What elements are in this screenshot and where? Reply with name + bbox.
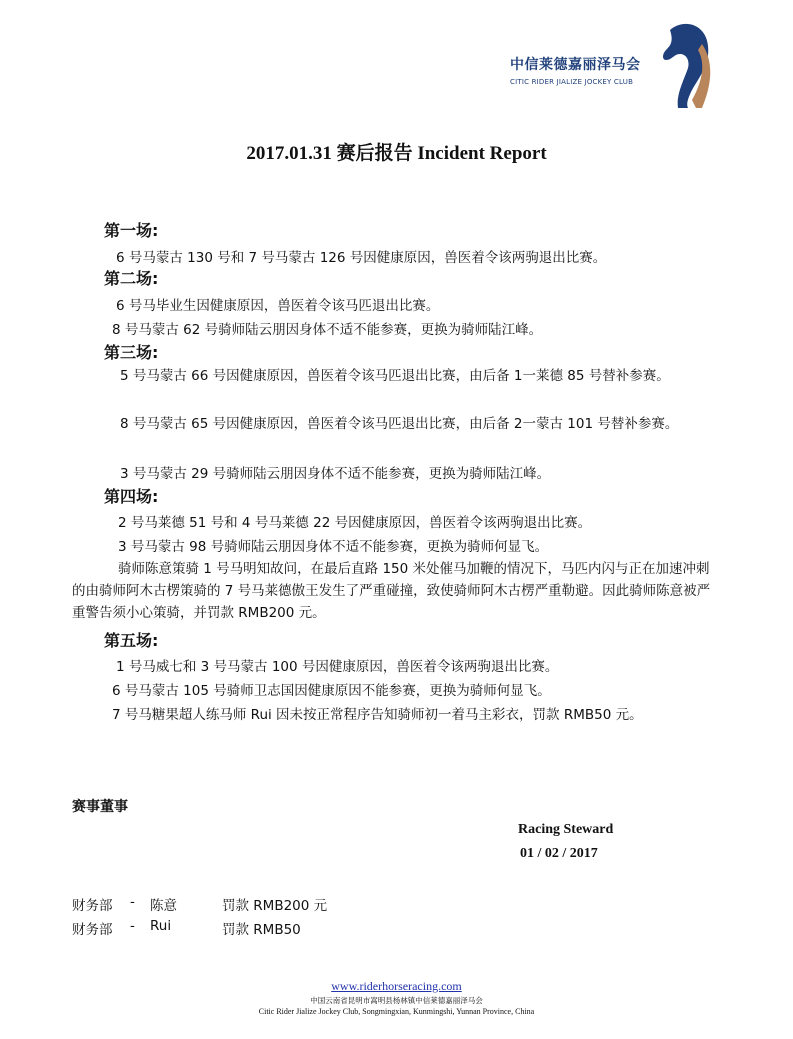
race-3-heading: 第三场: bbox=[104, 343, 159, 362]
race-5-line-1: 1 号马威七和 3 号马蒙古 100 号因健康原因，兽医着令该两驹退出比赛。 bbox=[116, 659, 559, 675]
fine-dash: - bbox=[130, 894, 135, 910]
fine-person: 陈意 bbox=[150, 898, 177, 914]
fine-person: Rui bbox=[150, 918, 172, 934]
logo-name-cn: 中信莱德嘉丽泽马会 bbox=[510, 57, 641, 73]
fine-dept: 财务部 bbox=[72, 898, 113, 914]
stewards-label: 赛事董事 bbox=[72, 799, 128, 815]
race-1-line-1: 6 号马蒙古 130 号和 7 号马蒙古 126 号因健康原因，兽医着令该两驹退出比赛。 bbox=[116, 250, 607, 266]
race-3-line-3: 3 号马蒙古 29 号骑师陆云朋因身体不适不能参赛，更换为骑师陆江峰。 bbox=[120, 466, 551, 482]
race-4-line-2: 3 号马蒙古 98 号骑师陆云朋因身体不适不能参赛，更换为骑师何显飞。 bbox=[118, 539, 549, 555]
race-3-line-1: 5 号马蒙古 66 号因健康原因，兽医着令该马匹退出比赛，由后备 1一莱德 85 号替补参赛。 bbox=[120, 368, 670, 384]
signature-role: Racing Steward bbox=[518, 822, 614, 837]
race-2-line-1: 6 号马毕业生因健康原因，兽医着令该马匹退出比赛。 bbox=[116, 298, 440, 314]
race-5-heading: 第五场: bbox=[104, 631, 159, 650]
race-2-heading: 第二场: bbox=[104, 269, 159, 288]
footer-address-cn: 中国云南省昆明市嵩明县杨林镇中信莱德嘉丽泽马会 bbox=[310, 996, 483, 1005]
race-5-line-2: 6 号马蒙古 105 号骑师卫志国因健康原因不能参赛，更换为骑师何显飞。 bbox=[112, 683, 551, 699]
race-5-line-3: 7 号马糖果超人练马师 Rui 因未按正常程序告知骑师初一着马主彩衣，罚款 RMB50 元。 bbox=[112, 707, 643, 723]
fine-dept: 财务部 bbox=[72, 922, 113, 938]
race-4-heading: 第四场: bbox=[104, 487, 159, 506]
race-2-line-2: 8 号马蒙古 62 号骑师陆云朋因身体不适不能参赛，更换为骑师陆江峰。 bbox=[112, 322, 543, 338]
signature-date: 01 / 02 / 2017 bbox=[520, 846, 598, 861]
fine-amount: 罚款 RMB50 bbox=[222, 922, 301, 938]
fine-dash: - bbox=[130, 918, 135, 934]
race-4-line-3: 骑师陈意策骑 1 号马明知故问，在最后直路 150 米处催马加鞭的情况下，马匹内闪与正在加速冲刺的由骑师阿木古楞策骑的 7 号马莱德傲王发生了严重碰撞，致使骑师阿木古楞严重勒避。因此骑师陈意被严重警告须小心策骑，并罚款 RMB200 元。 bbox=[72, 561, 711, 621]
horse-head-icon bbox=[662, 20, 712, 108]
race-3-line-2: 8 号马蒙古 65 号因健康原因，兽医着令该马匹退出比赛，由后备 2一蒙古 101 号替补参赛。 bbox=[120, 416, 679, 432]
footer-website-link[interactable]: www.riderhorseracing.com bbox=[331, 979, 462, 993]
race-4-line-1: 2 号马莱德 51 号和 4 号马莱德 22 号因健康原因，兽医着令该两驹退出比赛。 bbox=[118, 515, 592, 531]
report-title: 2017.01.31 赛后报告 Incident Report bbox=[246, 143, 547, 164]
race-1-heading: 第一场: bbox=[104, 221, 159, 240]
logo-name-en: CITIC RIDER JIALIZE JOCKEY CLUB bbox=[510, 78, 634, 86]
footer-address-en: Citic Rider Jializе Jockey Club, Songmingxian, Kunmingshi, Yunnan Province, China bbox=[258, 1007, 535, 1016]
club-logo bbox=[510, 20, 710, 110]
fine-amount: 罚款 RMB200 元 bbox=[222, 898, 328, 914]
